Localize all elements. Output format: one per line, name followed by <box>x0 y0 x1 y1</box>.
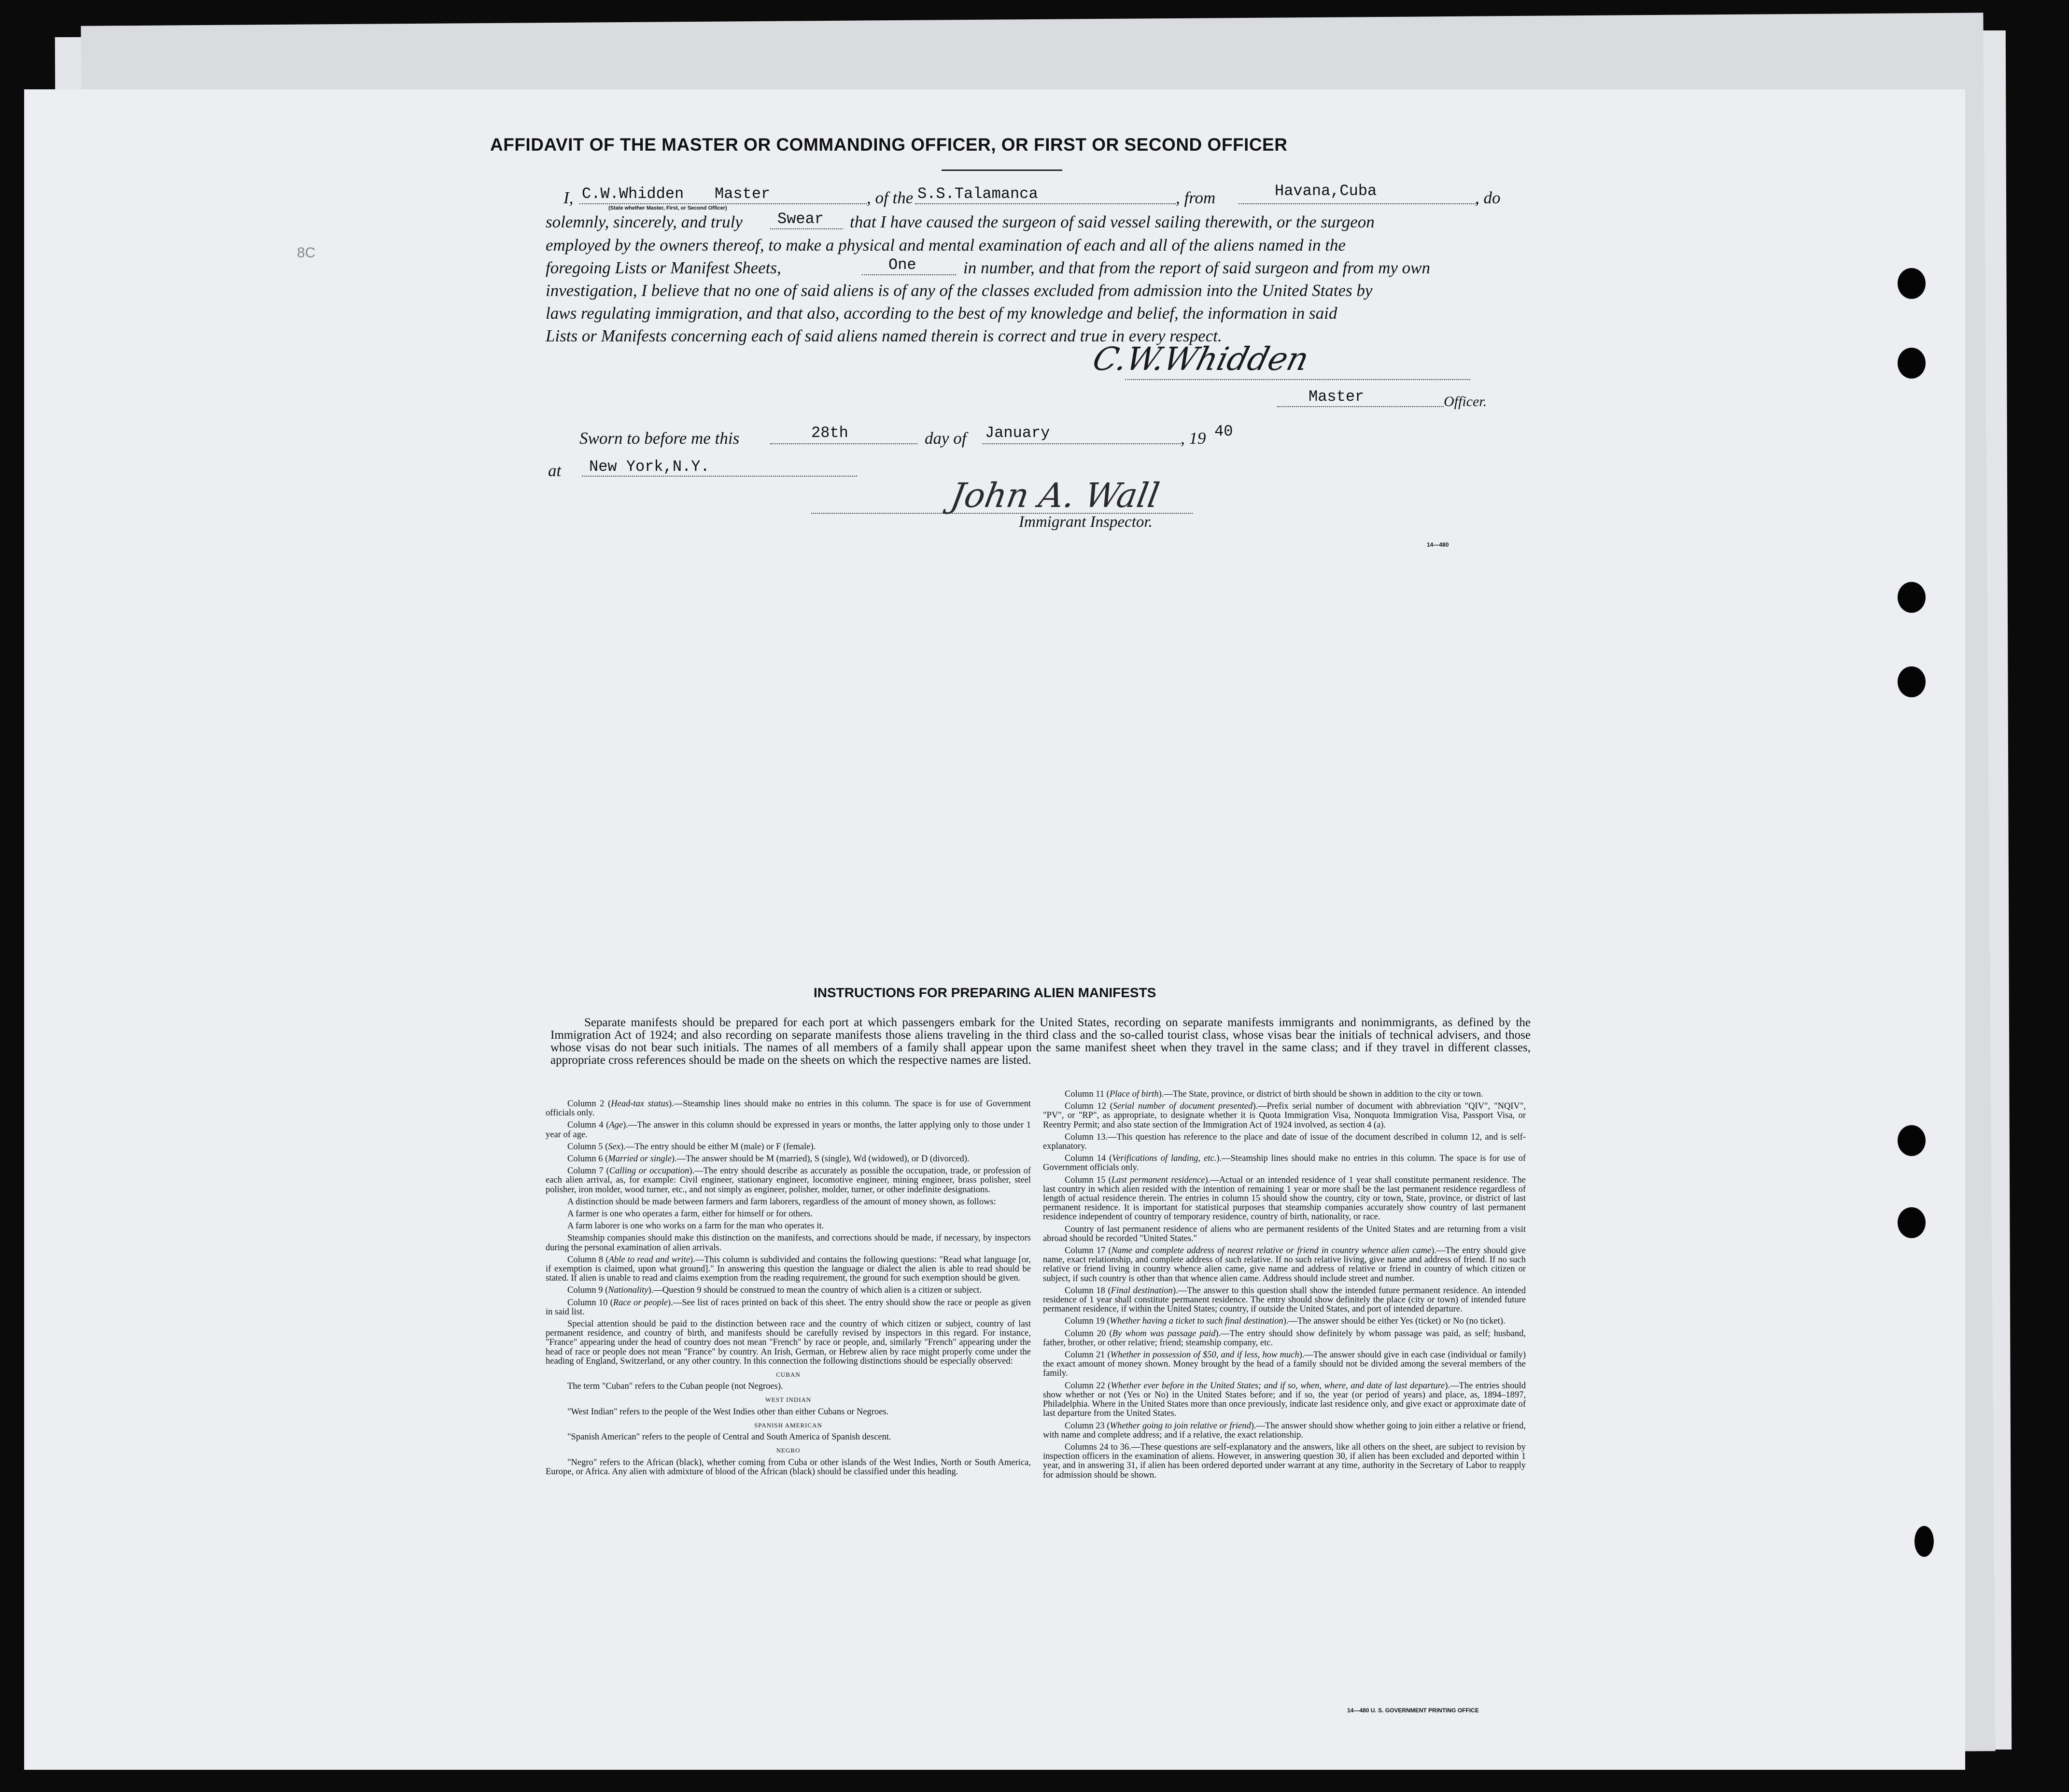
left_col-paragraph <box>546 1121 1031 1139</box>
inspector-signature: John A. Wall <box>947 476 1163 515</box>
left_col-paragraph <box>546 1198 1031 1207</box>
from-text: , from <box>1176 188 1216 207</box>
column-reference: Column 18 ( <box>1065 1285 1111 1296</box>
column-heading: Verifications of landing, etc. <box>1112 1154 1217 1164</box>
sworn-place: New York,N.Y. <box>589 458 710 476</box>
instructions-title: INSTRUCTIONS FOR PREPARING ALIEN MANIFESTS <box>814 985 1156 1000</box>
sheet-count: One <box>888 256 916 274</box>
column-reference: Column 5 ( <box>567 1142 608 1152</box>
master-rank: Master <box>715 185 771 203</box>
affidavit-line-4a: foregoing Lists or Manifest Sheets, <box>546 258 781 277</box>
sworn-month: January <box>985 424 1050 442</box>
right_col-paragraph <box>1043 1351 1526 1379</box>
paragraph-text: ).—This column is subdivided and contains the following questions: "Read what language [or, if exemption is claimed, upon what ground]." In answering this question the language or dialect the alien is able to read should be stated. If alien is unable to read and claims exemption from the reading requirement, the ground for such exemption should be given. <box>546 1255 1031 1284</box>
right_col-paragraph <box>1043 1176 1526 1222</box>
paragraph-text: Steamship companies should make this distinction on the manifests, and corrections should be made, if necessary, by inspectors during the personal examination of alien arrivals. <box>546 1233 1031 1253</box>
oath-word: Swear <box>777 210 824 228</box>
punch-hole <box>1914 1526 1934 1557</box>
column-reference: Column 9 ( <box>567 1285 608 1296</box>
paragraph-text: —These questions are self-explanatory and the answers, like all others on the sheet, are subject to revision by inspection officers in the examination of aliens. However, in answering question 30, if alien has been excluded and deported within 1 year, and in answering 31, if alien has been ordered deported under warrant at any time, authority in the Secretary of Labor to reapply for admission should be shown. <box>1043 1442 1526 1480</box>
column-reference: Column 6 ( <box>567 1154 608 1164</box>
signer-rank: Master <box>1309 388 1365 406</box>
column-reference: Column 14 ( <box>1065 1154 1112 1164</box>
column-heading: Name and complete address of nearest relative or friend in country whence alien came <box>1111 1246 1432 1256</box>
column-reference: Column 12 ( <box>1065 1101 1113 1112</box>
left_col-paragraph <box>546 1298 1031 1317</box>
instructions-left-column <box>546 1100 1031 1480</box>
paragraph-text: —This question has reference to the place and date of issue of the document described in column 12, and is self-explanatory. <box>1043 1132 1526 1152</box>
left_col-paragraph <box>546 1286 1031 1295</box>
manifest-page <box>24 89 1965 1770</box>
column-reference: Column 7 ( <box>567 1166 609 1176</box>
paragraph-text: ).—The answer should give in each case (individual or family) the exact amount of money shown. Money brought by the head of a family should not be divided among the several members of the family. <box>1043 1350 1526 1379</box>
right_col-paragraph <box>1043 1133 1526 1151</box>
rank-note: (State whether Master, First, or Second Officer) <box>608 205 727 211</box>
cuban-text: The term "Cuban" refers to the Cuban people (not Negroes). <box>567 1382 783 1392</box>
left_col-paragraph <box>546 1234 1031 1252</box>
paragraph-text: ).—See list of races printed on back of this sheet. The entry should show the race or people as given in said list. <box>546 1298 1031 1317</box>
affidavit-line-6: laws regulating immigration, and that also, according to the best of my knowledge and belief, the information in said <box>546 304 1337 323</box>
punch-hole <box>1898 348 1926 379</box>
column-reference: Columns 24 to 36. <box>1065 1442 1131 1452</box>
master-signature: C.W.Whidden <box>1089 340 1313 378</box>
left_col-paragraph <box>546 1320 1031 1366</box>
column-reference: Column 21 ( <box>1065 1350 1111 1360</box>
punch-hole <box>1898 582 1926 613</box>
affidavit-line-3: employed by the owners thereof, to make a physical and mental examination of each and all of the aliens named in the <box>546 236 1346 254</box>
punch-hole <box>1898 268 1926 299</box>
column-heading: Serial number of document presented <box>1112 1101 1253 1112</box>
left_col-paragraph <box>546 1167 1031 1195</box>
column-heading: Race or people <box>613 1298 668 1308</box>
paragraph-text: ).—The entry should show definitely by whom passage was paid, as self; husband, father, brother, or other relative; friend; steamship company, etc. <box>1043 1328 1526 1348</box>
instructions-intro: Separate manifests should be prepared for each port at which passengers embark for the United States, recording on separate manifests immigrants and nonimmigrants, as defined by the Immigration Act of 1924; and also recording on separate manifests those aliens traveling in the third class and the so-called tourist class, whose visas bear the initials of technical advisers, and those whose visas do not bear such initials. The names of all members of a family shall appear upon the same manifest sheet when they travel in the same class; and if they travel in different classes, appropriate cross references should be made on the sheets on which the respective names are listed. <box>550 1016 1531 1067</box>
paragraph-text: ).—The entry should give name, exact relationship, and complete address of such relative. If no such relative living, give name and address of friend. If no such relative or friend living in country whence alien came, give name and address of relative or friend in country of which citizen or subject, if such country is other than that whence alien came. Address should include street and number. <box>1043 1246 1526 1284</box>
column-heading: Nationality <box>608 1285 648 1296</box>
year-prefix: , 19 <box>1181 429 1206 448</box>
affidavit-line-5: investigation, I believe that no one of said aliens is of any of the classes excluded from admission into the United States by <box>546 281 1373 300</box>
column-reference: Column 11 ( <box>1065 1089 1110 1099</box>
column-heading: Place of birth <box>1109 1089 1159 1099</box>
at-text: at <box>548 461 562 480</box>
paragraph-text: ).—The answer should be either Yes (ticket) or No (no ticket). <box>1283 1316 1506 1326</box>
affidavit-line-4b: in number, and that from the report of said surgeon and from my own <box>963 258 1431 277</box>
spanish-american-text: "Spanish American" refers to the people of Central and South America of Spanish descent. <box>567 1432 891 1442</box>
left_col-paragraph <box>546 1210 1031 1219</box>
column-heading: Head-tax status <box>611 1099 669 1109</box>
title-rule <box>942 169 1062 171</box>
paragraph-text: ).—The State, province, or district of birth should be shown in addition to the city or town. <box>1158 1089 1483 1099</box>
paragraph-text: ).—The answer in this column should be expressed in years or months, the latter applying only to those under 1 year of age. <box>546 1120 1031 1140</box>
column-heading: Calling or occupation <box>609 1166 690 1176</box>
column-reference: Column 15 ( <box>1065 1175 1112 1185</box>
right_col-paragraph <box>1043 1286 1526 1314</box>
column-reference: Column 13. <box>1065 1132 1108 1142</box>
column-reference: Column 22 ( <box>1065 1381 1111 1391</box>
column-reference: Column 10 ( <box>567 1298 613 1308</box>
right_col-paragraph <box>1043 1422 1526 1440</box>
of-the-text: , of the <box>867 188 914 207</box>
column-heading: By whom was passage paid <box>1112 1328 1216 1339</box>
printing-office-code: 14—480 U. S. GOVERNMENT PRINTING OFFICE <box>1347 1707 1479 1714</box>
column-reference: Column 4 ( <box>567 1120 609 1130</box>
paragraph-text: Special attention should be paid to the distinction between race and the country of which citizen or subject, country of last permanent residence, and country of birth, and manifests should be carefully revised by inspectors in this regard. For instance, "France" appearing under the head of country does not mean "French" by race or people, and, similarly "French" appearing under the head of race or people does not mean "France" by country. An Irish, German, or Hebrew alien by race might properly come under the heading of England, Switzerland, or any other country. In this connection the following distinctions should be especially observed: <box>546 1319 1031 1366</box>
column-heading: Sex <box>608 1142 620 1152</box>
punch-hole <box>1898 1207 1926 1238</box>
column-reference: Column 17 ( <box>1065 1246 1112 1256</box>
punch-hole <box>1898 1125 1926 1156</box>
column-heading: Final destination <box>1111 1285 1173 1296</box>
form-code: 14—480 <box>1427 541 1449 548</box>
sworn-text: Sworn to before me this <box>579 429 740 448</box>
column-heading: Able to read and write <box>608 1255 690 1265</box>
right_col-paragraph <box>1043 1090 1526 1099</box>
column-reference: Column 2 ( <box>567 1099 611 1109</box>
left_col-paragraph <box>546 1222 1031 1231</box>
west-indian-text: "West Indian" refers to the people of the West Indies other than either Cubans or Negroes. <box>567 1407 889 1417</box>
right_col-paragraph <box>1043 1443 1526 1480</box>
affidavit-i: I, <box>563 188 574 207</box>
column-heading: Whether having a ticket to such final destination <box>1110 1316 1283 1326</box>
affidavit-title: AFFIDAVIT OF THE MASTER OR COMMANDING OFFICER, OR FIRST OR SECOND OFFICER <box>490 135 1288 155</box>
column-reference: Column 19 ( <box>1065 1316 1110 1326</box>
port-name: Havana,Cuba <box>1275 182 1377 200</box>
left_col-paragraph <box>546 1143 1031 1152</box>
column-heading: Married or single <box>608 1154 672 1164</box>
paragraph-text: ).—The entry should describe as accurately as possible the occupation, trade, or profession of each alien arrival, as, for example: Civil engineer, stationary engineer, locomotive engineer, mining engineer, brass polisher, steel polisher, iron molder, wood turner, etc., and not simply as engineer, polisher, molder, turner, or other indefinite designations. <box>546 1166 1031 1195</box>
column-reference: Column 23 ( <box>1065 1421 1110 1431</box>
west-indian-heading: WEST INDIAN <box>765 1396 812 1404</box>
spanish-american-heading: SPANISH AMERICAN <box>754 1421 822 1429</box>
column-heading: Last permanent residence <box>1111 1175 1205 1185</box>
paragraph-text: ).—The answer should be M (married), S (single), Wd (widowed), or D (divorced). <box>671 1154 970 1164</box>
paragraph-text: ).—The answer to this question shall show the intended future permanent residence. An intended residence of 1 year shall constitute permanent residence. The entry should show definitely the place (city or town) of intended future permanent residence, if within the United States; country, if outside the United States, and port of intended departure. <box>1043 1285 1526 1314</box>
affidavit-line-2b: that I have caused the surgeon of said vessel sailing therewith, or the surgeon <box>850 212 1375 231</box>
margin-mark: 8C <box>297 245 316 261</box>
paragraph-text: ).—Prefix serial number of document with abbreviation "QIV", "NQIV", "PV", or "RP", as appropriate, to designate whether it is Quota Immigration Visa, Nonquota Immigration Visa, Passport Visa, or Reentry Permit; and also state section of the Immigration Act of 1924 involved, as section 4 (a). <box>1043 1101 1526 1130</box>
paragraph-text: ).—Actual or an intended residence of 1 year shall constitute permanent residence. The last country in which alien resided with the intention of remaining 1 year or more shall be the last permanent residence regardless of length of actual residence therein. The entries in column 15 should show the country, city or town, State, province, or district of last permanent residence. It is important for statistical purposes that steamship companies accurately show country of last permanent residence independent of country of temporary residence, country of birth, nationality, or race. <box>1043 1175 1526 1222</box>
paragraph-text: ).—Steamship lines should make no entries in this column. The space is for use of Government officials only. <box>546 1099 1031 1118</box>
right_col-paragraph <box>1043 1225 1526 1243</box>
column-heading: Whether ever before in the United States; and if so, when, where, and date of last departure <box>1111 1381 1445 1391</box>
paragraph-text: ).—The entries should show whether or not (Yes or No) in the United States before; and if so, the year (or period of years) and place, as, 1894–1897, Philadelphia. Where in the United States more than once previously, indicate last residence only, and give exact or approximate date of last departure from the United States. <box>1043 1381 1526 1419</box>
right_col-paragraph <box>1043 1102 1526 1130</box>
officer-suffix: Officer. <box>1444 394 1487 409</box>
paragraph-text: Country of last permanent residence of aliens who are permanent residents of the United States and are returning from a visit abroad should be recorded "United States." <box>1043 1224 1526 1243</box>
negro-text: "Negro" refers to the African (black), whether coming from Cuba or other islands of the West Indies, North or South America, Europe, or Africa. Any alien with admixture of blood of the African (black) should be classified under this heading. <box>546 1457 1031 1477</box>
column-heading: Age <box>609 1120 623 1130</box>
cuban-heading: CUBAN <box>776 1371 801 1379</box>
right_col-paragraph <box>1043 1154 1526 1172</box>
paragraph-text: A farmer is one who operates a farm, either for himself or for others. <box>567 1209 813 1219</box>
paragraph-text: ).—The entry should be either M (male) or F (female). <box>620 1142 816 1152</box>
vessel-name: S.S.Talamanca <box>917 185 1038 203</box>
day-of-text: day of <box>925 429 967 448</box>
right_col-paragraph <box>1043 1317 1526 1326</box>
right_col-paragraph <box>1043 1329 1526 1348</box>
affidavit-line-7: Lists or Manifests concerning each of said aliens named therein is correct and true in every respect. <box>546 326 1222 345</box>
column-reference: Column 8 ( <box>567 1255 609 1265</box>
punch-hole <box>1898 666 1926 697</box>
paragraph-text: A distinction should be made between farmers and farm laborers, regardless of the amount of money shown, as follows: <box>567 1197 996 1207</box>
negro-heading: NEGRO <box>776 1447 801 1454</box>
column-heading: Whether in possession of $50, and if less, how much <box>1110 1350 1299 1360</box>
paragraph-text: ).—Question 9 should be construed to mean the country of which alien is a citizen or subject. <box>648 1285 982 1296</box>
affidavit-line-2a: solemnly, sincerely, and truly <box>546 212 743 231</box>
right_col-paragraph <box>1043 1246 1526 1284</box>
inspector-title: Immigrant Inspector. <box>1019 513 1153 531</box>
column-reference: Column 20 ( <box>1065 1328 1112 1339</box>
left_col-paragraph <box>546 1155 1031 1164</box>
paragraph-text: ).—The answer should show whether going to join either a relative or friend, with name and complete address; and if a relative, the exact relationship. <box>1043 1421 1526 1440</box>
instructions-right-column <box>1043 1090 1526 1483</box>
master-name: C.W.Whidden <box>582 185 684 203</box>
year-suffix: 40 <box>1214 423 1233 440</box>
do-text: , do <box>1475 188 1501 207</box>
left_col-paragraph <box>546 1100 1031 1118</box>
right_col-paragraph <box>1043 1382 1526 1419</box>
paragraph-text: ).—Steamship lines should make no entries in this column. The space is for use of Government officials only. <box>1043 1154 1526 1173</box>
sworn-day: 28th <box>811 424 848 442</box>
left_col-paragraph <box>546 1256 1031 1284</box>
paragraph-text: A farm laborer is one who works on a farm for the man who operates it. <box>567 1221 824 1231</box>
column-heading: Whether going to join relative or friend <box>1110 1421 1251 1431</box>
